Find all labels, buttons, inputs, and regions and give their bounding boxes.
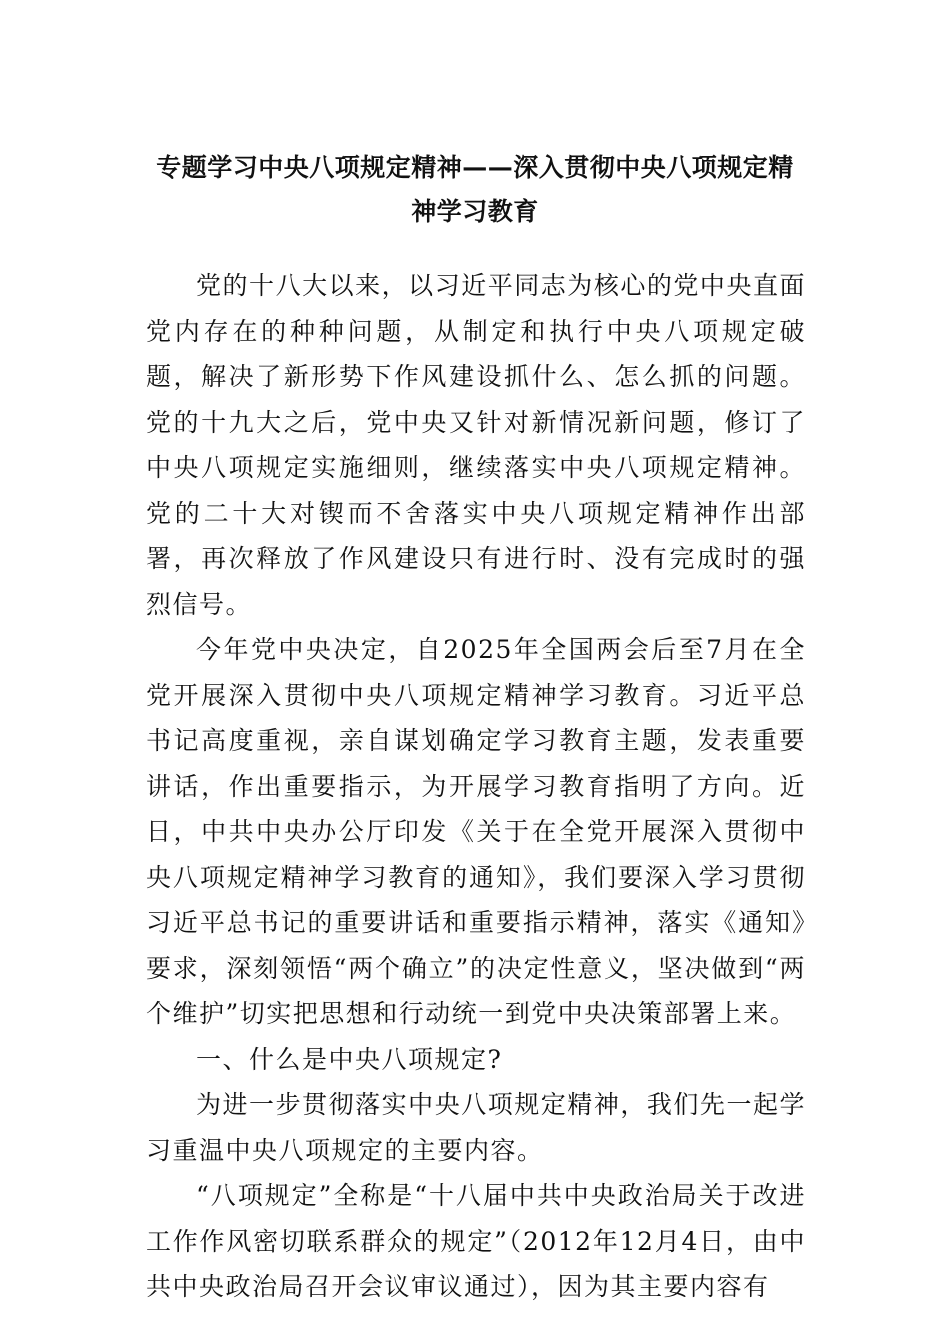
paragraph: 为进一步贯彻落实中央八项规定精神，我们先一起学习重温中央八项规定的主要内容。 xyxy=(146,1090,806,1165)
document-title xyxy=(140,146,810,234)
title-line-1: 专题学习中央八项规定精神——深入贯彻中央八项规定精 xyxy=(156,153,794,182)
document-body xyxy=(146,263,806,1310)
paragraph: 党的十八大以来，以习近平同志为核心的党中央直面党内存在的种种问题，从制定和执行中央八项规定破题，解决了新形势下作风建设抓什么、怎么抓的问题。党的十九大之后，党中央又针对新情况新问题，修订了中央八项规定实施细则，继续落实中央八项规定精神。党的二十大对锲而不舍落实中央八项规定精神作出部署，再次释放了作风建设只有进行时、没有完成时的强烈信号。 xyxy=(146,271,806,619)
paragraph: 今年党中央决定，自2025年全国两会后至7月在全党开展深入贯彻中央八项规定精神学习教育。习近平总书记高度重视，亲自谋划确定学习教育主题，发表重要讲话，作出重要指示，为开展学习教育指明了方向。近日，中共中央办公厅印发《关于在全党开展深入贯彻中央八项规定精神学习教育的通知》，我们要深入学习贯彻习近平总书记的重要讲话和重要指示精神，落实《通知》要求，深刻领悟“两个确立”的决定性意义，坚决做到“两个维护”切实把思想和行动统一到党中央决策部署上来。 xyxy=(146,635,806,1028)
title-line-2: 神学习教育 xyxy=(411,197,539,226)
section-heading: 一、什么是中央八项规定? xyxy=(196,1044,503,1074)
paragraph: “八项规定”全称是“十八届中共中央政治局关于改进工作作风密切联系群众的规定”（2012年12月4日，由中共中央政治局召开会议审议通过），因为其主要内容有 xyxy=(146,1181,806,1301)
